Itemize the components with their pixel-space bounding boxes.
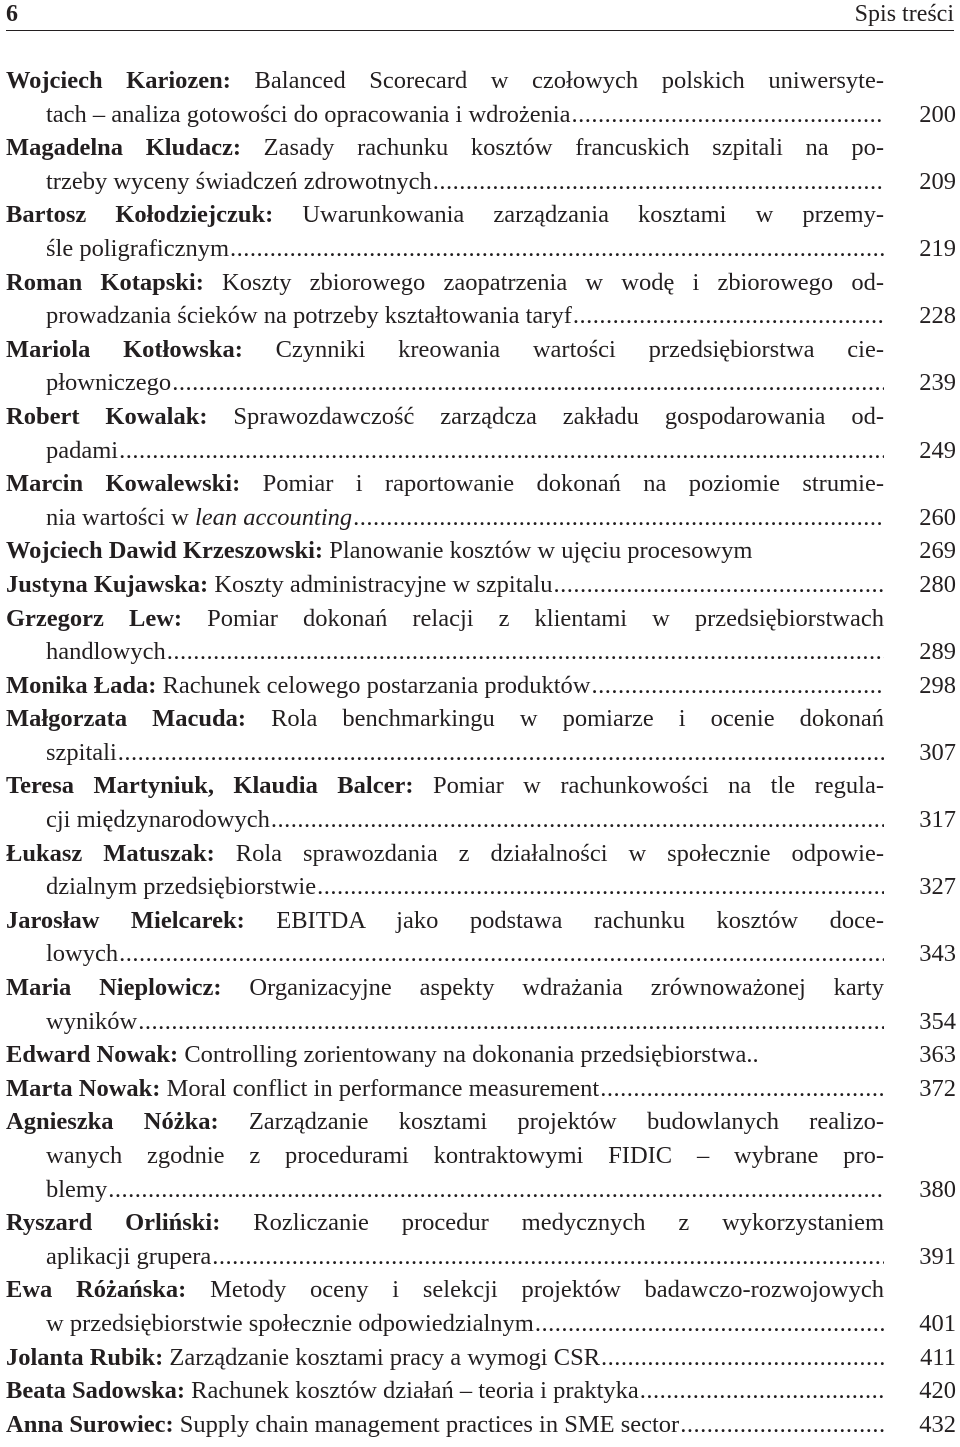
entry-text bbox=[6, 702, 884, 769]
entry-last-line bbox=[6, 1374, 884, 1408]
entry-text bbox=[6, 400, 884, 467]
entry-last-line bbox=[6, 937, 884, 971]
entry-page-number: 249 bbox=[919, 436, 956, 464]
entry-author: Ewa Różańska: bbox=[6, 1276, 187, 1304]
entry-title: handlowych bbox=[46, 638, 166, 666]
entry-title: Pomiar dokonań relacji z klientami w przedsiębiorstwach bbox=[182, 604, 885, 632]
entry-text bbox=[6, 971, 884, 1038]
entry-text bbox=[6, 669, 884, 703]
entry-title: Rola benchmarkingu w pomiarze i ocenie dokonań bbox=[246, 705, 884, 733]
entry-last-line bbox=[6, 434, 884, 468]
entry-title: Marta Nowak: Moral conflict in performance measurement bbox=[6, 1074, 600, 1102]
entry-text bbox=[6, 534, 884, 568]
entry-title: Beata Sadowska: Rachunek kosztów działań – teoria i praktyka bbox=[6, 1377, 639, 1405]
entry-text bbox=[6, 1273, 884, 1340]
entry-text bbox=[6, 1072, 884, 1106]
entry-last-line bbox=[6, 98, 884, 132]
entry-page-number: 239 bbox=[919, 369, 956, 397]
toc-entry bbox=[6, 769, 956, 836]
toc-entry bbox=[6, 1206, 956, 1273]
entry-page-number: 401 bbox=[919, 1309, 956, 1337]
dot-leader bbox=[353, 501, 884, 535]
entry-author: Bartosz Kołodziejczuk: bbox=[6, 201, 274, 229]
entry-title: lowych bbox=[46, 940, 119, 968]
entry-line bbox=[6, 837, 884, 871]
entry-author: Edward Nowak: bbox=[6, 1041, 179, 1069]
running-title: Spis treści bbox=[854, 1, 954, 27]
entry-title: trzeby wyceny świadczeń zdrowotnych bbox=[46, 167, 432, 195]
toc-entry bbox=[6, 568, 956, 602]
toc-entry bbox=[6, 131, 956, 198]
dot-leader bbox=[212, 1240, 884, 1274]
entry-text bbox=[6, 837, 884, 904]
dot-leader bbox=[601, 1341, 884, 1375]
entry-author: Robert Kowalak: bbox=[6, 402, 208, 430]
dot-leader bbox=[317, 870, 884, 904]
dot-leader bbox=[119, 937, 884, 971]
entry-last-line bbox=[6, 870, 884, 904]
entry-last-line bbox=[6, 736, 884, 770]
entry-page-number: 219 bbox=[919, 234, 956, 262]
entry-page-number: 420 bbox=[919, 1377, 956, 1405]
entry-line bbox=[6, 467, 884, 501]
entry-title: prowadzania ścieków na potrzeby kształtowania taryf bbox=[46, 302, 572, 330]
entry-line bbox=[6, 971, 884, 1005]
entry-title: Pomiar i raportowanie dokonań na poziomie strumie- bbox=[240, 470, 884, 498]
entry-page-number: 380 bbox=[919, 1175, 956, 1203]
entry-page-number: 289 bbox=[919, 638, 956, 666]
entry-title: Edward Nowak: Controlling zorientowany na dokonania przedsiębiorstwa.. bbox=[6, 1041, 759, 1069]
entry-author: Łukasz Matuszak: bbox=[6, 839, 215, 867]
entry-author: Mariola Kotłowska: bbox=[6, 335, 243, 363]
entry-author: Ryszard Orliński: bbox=[6, 1209, 221, 1237]
entry-last-line bbox=[6, 1341, 884, 1375]
entry-last-line bbox=[6, 1038, 884, 1072]
dot-leader bbox=[640, 1374, 884, 1408]
entry-page-number: 228 bbox=[919, 302, 956, 330]
dot-leader bbox=[433, 165, 884, 199]
entry-title: Monika Łada: Rachunek celowego postarzania produktów bbox=[6, 671, 591, 699]
entry-title: Organizacyjne aspekty wdrażania zrównoważonej karty bbox=[221, 974, 884, 1002]
entry-last-line bbox=[6, 1072, 884, 1106]
entry-page-number: 363 bbox=[919, 1041, 956, 1069]
entry-title: cji międzynarodowych bbox=[46, 806, 270, 834]
entry-text bbox=[6, 1374, 884, 1408]
entry-page-number: 209 bbox=[919, 167, 956, 195]
entry-title: Zarządzanie kosztami projektów budowlanych realizo- bbox=[218, 1108, 884, 1136]
entry-author: Magadelna Kludacz: bbox=[6, 134, 241, 162]
entry-last-line bbox=[6, 299, 884, 333]
entry-author: Jolanta Rubik: bbox=[6, 1343, 164, 1371]
entry-author: Jarosław Mielcarek: bbox=[6, 906, 245, 934]
dot-leader bbox=[138, 1005, 884, 1039]
entry-last-line bbox=[6, 635, 884, 669]
entry-title: Zasady rachunku kosztów francuskich szpitali na po- bbox=[241, 134, 884, 162]
entry-line bbox=[6, 1206, 884, 1240]
entry-author: Beata Sadowska: bbox=[6, 1377, 186, 1405]
toc-entry bbox=[6, 669, 956, 703]
dot-leader bbox=[108, 1173, 884, 1207]
entry-last-line bbox=[6, 1408, 884, 1442]
entry-page-number: 307 bbox=[919, 738, 956, 766]
toc-entry bbox=[6, 1038, 956, 1072]
entry-text bbox=[6, 1206, 884, 1273]
entry-title: Justyna Kujawska: Koszty administracyjne w szpitalu bbox=[6, 570, 553, 598]
dot-leader bbox=[167, 635, 884, 669]
toc-entry bbox=[6, 400, 956, 467]
entry-title: tach – analiza gotowości do opracowania i wdrożenia bbox=[46, 100, 571, 128]
entry-title: Czynniki kreowania wartości przedsiębiorstwa cie- bbox=[242, 335, 884, 363]
entry-last-line bbox=[6, 1173, 884, 1207]
entry-text bbox=[6, 1408, 884, 1442]
entry-page-number: 280 bbox=[919, 570, 956, 598]
entry-title: śle poligraficznym bbox=[46, 234, 230, 262]
toc-entry bbox=[6, 1408, 956, 1442]
entry-line bbox=[6, 64, 884, 98]
entry-text bbox=[6, 467, 884, 534]
dot-leader bbox=[118, 736, 884, 770]
entry-title: w przedsiębiorstwie społecznie odpowiedzialnym bbox=[46, 1309, 534, 1337]
dot-leader bbox=[172, 366, 884, 400]
entry-page-number: 343 bbox=[919, 940, 956, 968]
entry-text bbox=[6, 1038, 884, 1072]
entry-author: Agnieszka Nóżka: bbox=[6, 1108, 219, 1136]
entry-title: Uwarunkowania zarządzania kosztami w przemy- bbox=[273, 201, 884, 229]
entry-text bbox=[6, 769, 884, 836]
entry-page-number: 298 bbox=[919, 671, 956, 699]
entry-title: Jolanta Rubik: Zarządzanie kosztami pracy a wymogi CSR bbox=[6, 1343, 601, 1371]
dot-leader bbox=[230, 232, 884, 266]
entry-last-line bbox=[6, 366, 884, 400]
dot-leader bbox=[553, 568, 884, 602]
entry-line bbox=[6, 131, 884, 165]
entry-page-number: 327 bbox=[919, 873, 956, 901]
entry-title: nia wartości w lean accounting bbox=[46, 503, 353, 531]
entry-last-line bbox=[6, 232, 884, 266]
entry-page-number: 391 bbox=[919, 1242, 956, 1270]
entry-line bbox=[6, 400, 884, 434]
toc-entry bbox=[6, 602, 956, 669]
page-number: 6 bbox=[6, 1, 18, 27]
toc-entry bbox=[6, 1105, 956, 1206]
entry-author: Maria Nieplowicz: bbox=[6, 974, 222, 1002]
entry-last-line bbox=[6, 1240, 884, 1274]
entry-line: wanych zgodnie z procedurami kontraktowymi FIDIC – wybrane pro- bbox=[46, 1142, 884, 1169]
entry-title: Rozliczanie procedur medycznych z wykorzystaniem bbox=[220, 1209, 884, 1237]
entry-last-line bbox=[6, 803, 884, 837]
entry-author: Grzegorz Lew: bbox=[6, 604, 183, 632]
entry-title: Balanced Scorecard w czołowych polskich uniwersyte- bbox=[230, 67, 884, 94]
entry-title: wyników bbox=[46, 1007, 138, 1035]
entry-text bbox=[6, 131, 884, 198]
entry-text bbox=[6, 198, 884, 265]
entry-line bbox=[6, 602, 884, 636]
dot-leader bbox=[572, 98, 884, 132]
entry-line bbox=[6, 266, 884, 300]
toc-entry bbox=[6, 702, 956, 769]
entry-last-line bbox=[6, 501, 884, 535]
dot-leader bbox=[573, 299, 884, 333]
toc-entry bbox=[6, 467, 956, 534]
table-of-contents bbox=[6, 64, 956, 1441]
dot-leader bbox=[535, 1307, 884, 1341]
dot-leader bbox=[592, 669, 885, 703]
entry-line bbox=[6, 769, 884, 803]
dot-leader bbox=[680, 1408, 884, 1442]
entry-title: dzialnym przedsiębiorstwie bbox=[46, 873, 317, 901]
toc-entry bbox=[6, 904, 956, 971]
toc-entry bbox=[6, 1072, 956, 1106]
dot-leader bbox=[119, 434, 884, 468]
entry-last-line bbox=[6, 669, 884, 703]
entry-text bbox=[6, 1105, 884, 1206]
toc-entry bbox=[6, 1273, 956, 1340]
toc-entry bbox=[6, 971, 956, 1038]
entry-title: Sprawozdawczość zarządcza zakładu gospodarowania od- bbox=[207, 402, 884, 430]
toc-entry bbox=[6, 64, 956, 131]
entry-page-number: 411 bbox=[920, 1343, 956, 1371]
entry-author: Małgorzata Macuda: bbox=[6, 705, 247, 733]
toc-entry bbox=[6, 1374, 956, 1408]
entry-line bbox=[6, 198, 884, 232]
entry-text bbox=[6, 568, 884, 602]
toc-entry bbox=[6, 333, 956, 400]
entry-line bbox=[6, 1105, 884, 1139]
entry-title: EBITDA jako podstawa rachunku kosztów doce- bbox=[244, 906, 884, 934]
entry-author: Wojciech Dawid Krzeszowski: bbox=[6, 537, 324, 565]
entry-last-line bbox=[6, 534, 884, 568]
entry-author: Wojciech Kariozen: bbox=[6, 67, 231, 94]
entry-line bbox=[6, 1273, 884, 1307]
running-header bbox=[6, 0, 954, 31]
entry-title: padami bbox=[46, 436, 119, 464]
toc-entry bbox=[6, 198, 956, 265]
entry-author: Roman Kotapski: bbox=[6, 268, 204, 296]
entry-line bbox=[6, 702, 884, 736]
entry-text bbox=[6, 602, 884, 669]
entry-title: szpitali bbox=[46, 738, 117, 766]
entry-author: Anna Surowiec: bbox=[6, 1410, 174, 1438]
entry-title: Metody oceny i selekcji projektów badawczo-rozwojowych bbox=[186, 1276, 885, 1304]
entry-page-number: 432 bbox=[919, 1410, 956, 1438]
entry-last-line bbox=[6, 1307, 884, 1341]
entry-last-line bbox=[6, 165, 884, 199]
entry-text bbox=[6, 266, 884, 333]
entry-line bbox=[6, 904, 884, 938]
entry-text bbox=[6, 1341, 884, 1375]
entry-text bbox=[6, 904, 884, 971]
entry-text bbox=[6, 64, 884, 131]
toc-entry bbox=[6, 534, 956, 568]
entry-author: Monika Łada: bbox=[6, 671, 157, 699]
entry-page-number: 260 bbox=[919, 503, 956, 531]
entry-title: Rola sprawozdania z działalności w społecznie odpowie- bbox=[214, 839, 884, 867]
entry-author: Justyna Kujawska: bbox=[6, 570, 209, 598]
dot-leader bbox=[271, 803, 884, 837]
toc-entry bbox=[6, 1341, 956, 1375]
entry-last-line bbox=[6, 568, 884, 602]
entry-title: blemy bbox=[46, 1175, 108, 1203]
entry-last-line bbox=[6, 1005, 884, 1039]
entry-author: Marta Nowak: bbox=[6, 1074, 161, 1102]
entry-title: płowniczego bbox=[46, 369, 172, 397]
toc-entry bbox=[6, 837, 956, 904]
entry-author: Marcin Kowalewski: bbox=[6, 470, 241, 498]
entry-title: Wojciech Dawid Krzeszowski: Planowanie kosztów w ujęciu procesowym bbox=[6, 537, 753, 565]
entry-page-number: 354 bbox=[919, 1007, 956, 1035]
entry-page-number: 317 bbox=[919, 806, 956, 834]
entry-title: Pomiar w rachunkowości na tle regula- bbox=[413, 772, 884, 800]
entry-page-number: 372 bbox=[919, 1074, 956, 1102]
entry-text bbox=[6, 333, 884, 400]
toc-entry bbox=[6, 266, 956, 333]
entry-page-number: 269 bbox=[919, 537, 956, 565]
entry-line bbox=[6, 333, 884, 367]
entry-title: aplikacji grupera bbox=[46, 1242, 212, 1270]
dot-leader bbox=[600, 1072, 884, 1106]
entry-page-number: 200 bbox=[919, 100, 956, 128]
entry-author: Teresa Martyniuk, Klaudia Balcer: bbox=[6, 772, 414, 800]
entry-title: Anna Surowiec: Supply chain management practices in SME sector bbox=[6, 1410, 680, 1438]
entry-title-italic: lean accounting bbox=[195, 503, 353, 531]
entry-title: Koszty zbiorowego zaopatrzenia w wodę i zbiorowego od- bbox=[203, 268, 884, 296]
